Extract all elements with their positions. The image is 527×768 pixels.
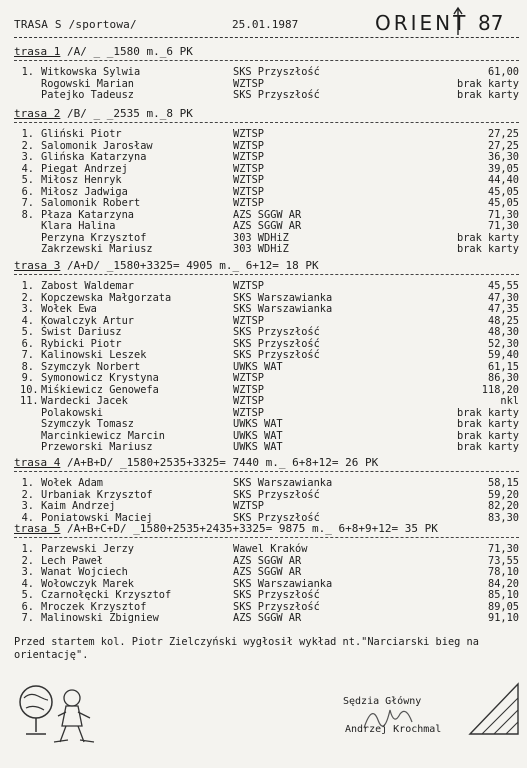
- result-num: 10.: [20, 383, 39, 396]
- result-club: WZTSP: [233, 314, 264, 327]
- result-num: 1.: [21, 128, 34, 140]
- result-num: 2.: [21, 139, 34, 152]
- result-club: AZS SGGW AR: [233, 612, 302, 624]
- result-club: UWKS WAT: [233, 418, 283, 430]
- result-row: [14, 152, 519, 164]
- result-name: Wołek Adam: [41, 477, 103, 489]
- section-trasa-5: [14, 522, 519, 625]
- result-club: WZTSP: [233, 185, 264, 198]
- result-res: brak karty: [457, 418, 519, 430]
- route-label: trasa 4: [14, 456, 61, 469]
- result-row: [14, 221, 519, 233]
- result-num: 6.: [21, 600, 34, 613]
- result-name: Mroczek Krzysztof: [41, 600, 147, 613]
- section-trasa-1: [14, 45, 519, 102]
- result-num: 3.: [21, 566, 34, 578]
- result-res: 89,05: [488, 600, 519, 613]
- result-name: Zakrzewski Mariusz: [41, 243, 153, 255]
- result-row: [14, 304, 519, 316]
- result-club: UWKS WAT: [233, 360, 283, 373]
- result-club: 303 WDHiZ: [233, 243, 289, 255]
- result-name: Szymczyk Norbert: [41, 360, 141, 373]
- result-res: 44,40: [488, 174, 519, 186]
- result-name: Malinowski Zbigniew: [41, 612, 159, 624]
- result-club: WZTSP: [233, 500, 264, 512]
- route-description: /B/ _ _2535 m._8 PK: [60, 107, 193, 120]
- result-club: WZTSP: [233, 151, 264, 163]
- result-club: SKS Przyszłość: [233, 600, 320, 613]
- result-club: AZS SGGW AR: [233, 220, 302, 232]
- result-res: brak karty: [457, 77, 519, 90]
- result-num: 8.: [21, 360, 34, 373]
- result-name: Parzewski Jerzy: [41, 543, 134, 555]
- result-club: AZS SGGW AR: [233, 554, 302, 567]
- result-name: Zabost Waldemar: [41, 280, 134, 292]
- result-res: 45,05: [488, 197, 519, 209]
- result-name: Świst Dariusz: [41, 326, 122, 338]
- result-res: 71,30: [488, 543, 519, 555]
- result-name: Wołowczyk Marek: [41, 577, 134, 590]
- result-res: 48,25: [488, 314, 519, 327]
- logo-arrow-icon: [452, 5, 464, 35]
- result-name: Marcinkiewicz Marcin: [41, 429, 165, 442]
- result-row: [14, 198, 519, 210]
- result-res: brak karty: [457, 231, 519, 244]
- result-name: Miłosz Jadwiga: [41, 185, 128, 198]
- result-club: SKS Przyszłość: [233, 589, 320, 601]
- result-res: 45,55: [488, 280, 519, 292]
- result-num: 9.: [21, 372, 34, 384]
- section-rule: [14, 122, 519, 123]
- lecture-note: Przed startem kol. Piotr Zielczyński wygłosił wykład nt."Narciarski bieg na orientację".: [14, 636, 479, 661]
- result-name: Poniatowski Maciej: [41, 511, 153, 524]
- result-club: AZS SGGW AR: [233, 566, 302, 578]
- result-club: Wawel Kraków: [233, 543, 308, 555]
- result-club: WZTSP: [233, 77, 264, 90]
- result-row: [14, 327, 519, 339]
- result-club: WZTSP: [233, 139, 264, 152]
- result-club: WZTSP: [233, 406, 264, 419]
- result-club: WZTSP: [233, 372, 264, 384]
- header-rule: [14, 37, 519, 38]
- result-row: [14, 175, 519, 187]
- result-club: SKS Przyszłość: [233, 89, 320, 101]
- result-club: SKS Przyszłość: [233, 488, 320, 501]
- orient-logo: ORIENT: [375, 11, 469, 35]
- result-row: [14, 129, 519, 141]
- result-club: SKS Przyszłość: [233, 511, 320, 524]
- route-description: /A/ _ _1580 m._6 PK: [60, 45, 193, 58]
- result-num: 1.: [21, 66, 34, 78]
- result-club: WZTSP: [233, 162, 264, 175]
- result-res: 47,30: [488, 291, 519, 304]
- result-res: 48,30: [488, 326, 519, 338]
- result-num: 3.: [21, 151, 34, 163]
- result-res: 36,30: [488, 151, 519, 163]
- result-res: 27,25: [488, 139, 519, 152]
- result-club: SKS Warszawianka: [233, 477, 333, 489]
- result-name: Symonowicz Krystyna: [41, 372, 159, 384]
- result-res: 52,30: [488, 337, 519, 350]
- result-club: SKS Warszawianka: [233, 303, 333, 315]
- result-num: 4.: [21, 511, 34, 524]
- result-name: Kowalczyk Artur: [41, 314, 134, 327]
- result-num: 6.: [21, 185, 34, 198]
- result-name: Patejko Tadeusz: [41, 89, 134, 101]
- section-trasa-3: [14, 259, 519, 454]
- result-row: [14, 501, 519, 513]
- result-name: Urbaniak Krzysztof: [41, 488, 153, 501]
- route-description: /A+B+C+D/ _1580+2535+2435+3325= 9875 m._ 6+8+9+12= 35 PK: [60, 522, 438, 535]
- result-name: Piegat Andrzej: [41, 162, 128, 175]
- result-num: 2.: [21, 554, 34, 567]
- mascot-illustration-icon: [10, 676, 102, 748]
- result-num: 2.: [21, 488, 34, 501]
- route-label: trasa 1: [14, 45, 61, 58]
- section-trasa-4: [14, 456, 519, 524]
- route-label: trasa 2: [14, 107, 61, 120]
- result-res: 118,20: [481, 383, 519, 396]
- section-rule: [14, 471, 519, 472]
- result-name: Witkowska Sylwia: [41, 66, 141, 78]
- result-res: 61,15: [488, 360, 519, 373]
- result-num: 5.: [21, 589, 34, 601]
- result-row: [14, 373, 519, 385]
- result-name: Glińska Katarzyna: [41, 151, 147, 163]
- result-num: 4.: [21, 577, 34, 590]
- result-club: WZTSP: [233, 280, 264, 292]
- result-name: Wołek Ewa: [41, 303, 97, 315]
- result-club: WZTSP: [233, 174, 264, 186]
- result-name: Klara Halina: [41, 220, 116, 232]
- result-num: 3.: [21, 500, 34, 512]
- result-num: 11.: [20, 395, 39, 407]
- result-row: [14, 567, 519, 579]
- result-club: SKS Przyszłość: [233, 337, 320, 350]
- result-name: Miśkiewicz Genowefa: [41, 383, 159, 396]
- result-res: 71,30: [488, 220, 519, 232]
- result-num: 7.: [21, 197, 34, 209]
- result-row: [14, 442, 519, 454]
- corner-hatch-icon: [468, 680, 520, 736]
- result-res: 86,30: [488, 372, 519, 384]
- result-res: brak karty: [457, 429, 519, 442]
- result-club: SKS Przyszłość: [233, 66, 320, 78]
- result-num: 7.: [21, 349, 34, 361]
- section-heading: [14, 45, 519, 58]
- section-heading: [14, 522, 519, 535]
- route-label: trasa 5: [14, 522, 61, 535]
- result-num: 4.: [21, 162, 34, 175]
- result-club: WZTSP: [233, 383, 264, 396]
- result-res: 27,25: [488, 128, 519, 140]
- result-row: [14, 478, 519, 490]
- result-name: Wardecki Jacek: [41, 395, 128, 407]
- result-num: 1.: [21, 477, 34, 489]
- result-res: 59,40: [488, 349, 519, 361]
- result-num: 2.: [21, 291, 34, 304]
- result-name: Salomonik Robert: [41, 197, 141, 209]
- result-row: [14, 613, 519, 625]
- result-num: 5.: [21, 174, 34, 186]
- result-num: 1.: [21, 543, 34, 555]
- result-name: Kopczewska Małgorzata: [41, 291, 172, 304]
- result-name: Rogowski Marian: [41, 77, 134, 90]
- result-club: UWKS WAT: [233, 441, 283, 453]
- result-row: [14, 350, 519, 362]
- event-date: 25.01.1987: [232, 18, 299, 31]
- result-name: Kalinowski Leszek: [41, 349, 147, 361]
- result-name: Czarnołęcki Krzysztof: [41, 589, 172, 601]
- result-res: 59,20: [488, 488, 519, 501]
- result-row: [14, 90, 519, 102]
- result-name: Rybicki Piotr: [41, 337, 122, 350]
- signature-label: Sędzia Główny: [343, 696, 422, 707]
- result-res: nkl: [500, 395, 519, 407]
- result-row: [14, 67, 519, 79]
- route-description: /A+D/ _1580+3325= 4905 m._ 6+12= 18 PK: [60, 259, 319, 272]
- result-res: 58,15: [488, 477, 519, 489]
- result-club: SKS Warszawianka: [233, 577, 333, 590]
- result-num: 1.: [21, 280, 34, 292]
- result-club: SKS Przyszłość: [233, 326, 320, 338]
- result-res: 73,55: [488, 554, 519, 567]
- result-res: brak karty: [457, 89, 519, 101]
- result-res: 71,30: [488, 208, 519, 221]
- result-res: brak karty: [457, 243, 519, 255]
- result-res: 61,00: [488, 66, 519, 78]
- result-row: [14, 590, 519, 602]
- result-name: Szymczyk Tomasz: [41, 418, 134, 430]
- section-rule: [14, 274, 519, 275]
- result-res: 85,10: [488, 589, 519, 601]
- result-num: 4.: [21, 314, 34, 327]
- result-name: Gliński Piotr: [41, 128, 122, 140]
- result-club: WZTSP: [233, 197, 264, 209]
- result-club: WZTSP: [233, 395, 264, 407]
- section-heading: [14, 107, 519, 120]
- section-rule: [14, 60, 519, 61]
- result-club: SKS Warszawianka: [233, 291, 333, 304]
- result-club: SKS Przyszłość: [233, 349, 320, 361]
- result-res: brak karty: [457, 441, 519, 453]
- result-name: Polakowski: [41, 406, 103, 419]
- result-res: 82,20: [488, 500, 519, 512]
- result-res: 83,30: [488, 511, 519, 524]
- result-name: Salomonik Jarosław: [41, 139, 153, 152]
- signature-name: Andrzej Krochmal: [345, 724, 442, 735]
- result-row: [14, 544, 519, 556]
- result-club: WZTSP: [233, 128, 264, 140]
- result-name: Płaza Katarzyna: [41, 208, 134, 221]
- section-rule: [14, 537, 519, 538]
- result-res: 84,20: [488, 577, 519, 590]
- result-club: AZS SGGW AR: [233, 208, 302, 221]
- result-res: brak karty: [457, 406, 519, 419]
- result-name: Lech Paweł: [41, 554, 103, 567]
- result-res: 47,35: [488, 303, 519, 315]
- result-num: 5.: [21, 326, 34, 338]
- result-row: [14, 396, 519, 408]
- result-row: [14, 419, 519, 431]
- result-num: 6.: [21, 337, 34, 350]
- result-name: Kaim Andrzej: [41, 500, 116, 512]
- result-num: 3.: [21, 303, 34, 315]
- section-heading: [14, 259, 519, 272]
- result-num: 7.: [21, 612, 34, 624]
- logo-year: 87: [478, 11, 504, 35]
- result-name: Miłosz Henryk: [41, 174, 122, 186]
- section-heading: [14, 456, 519, 469]
- result-row: [14, 281, 519, 293]
- result-res: 45,05: [488, 185, 519, 198]
- result-name: Przeworski Mariusz: [41, 441, 153, 453]
- section-trasa-2: [14, 107, 519, 256]
- result-club: UWKS WAT: [233, 429, 283, 442]
- result-name: Perzyna Krzysztof: [41, 231, 147, 244]
- route-label: trasa 3: [14, 259, 61, 272]
- route-description: /A+B+D/ _1580+2535+3325= 7440 m._ 6+8+12= 26 PK: [60, 456, 379, 469]
- route-title: TRASA S /sportowa/: [14, 18, 137, 31]
- result-res: 78,10: [488, 566, 519, 578]
- result-row: [14, 244, 519, 256]
- result-num: 8.: [21, 208, 34, 221]
- result-res: 91,10: [488, 612, 519, 624]
- result-club: 303 WDHiZ: [233, 231, 289, 244]
- result-res: 39,05: [488, 162, 519, 175]
- result-name: Wanat Wojciech: [41, 566, 128, 578]
